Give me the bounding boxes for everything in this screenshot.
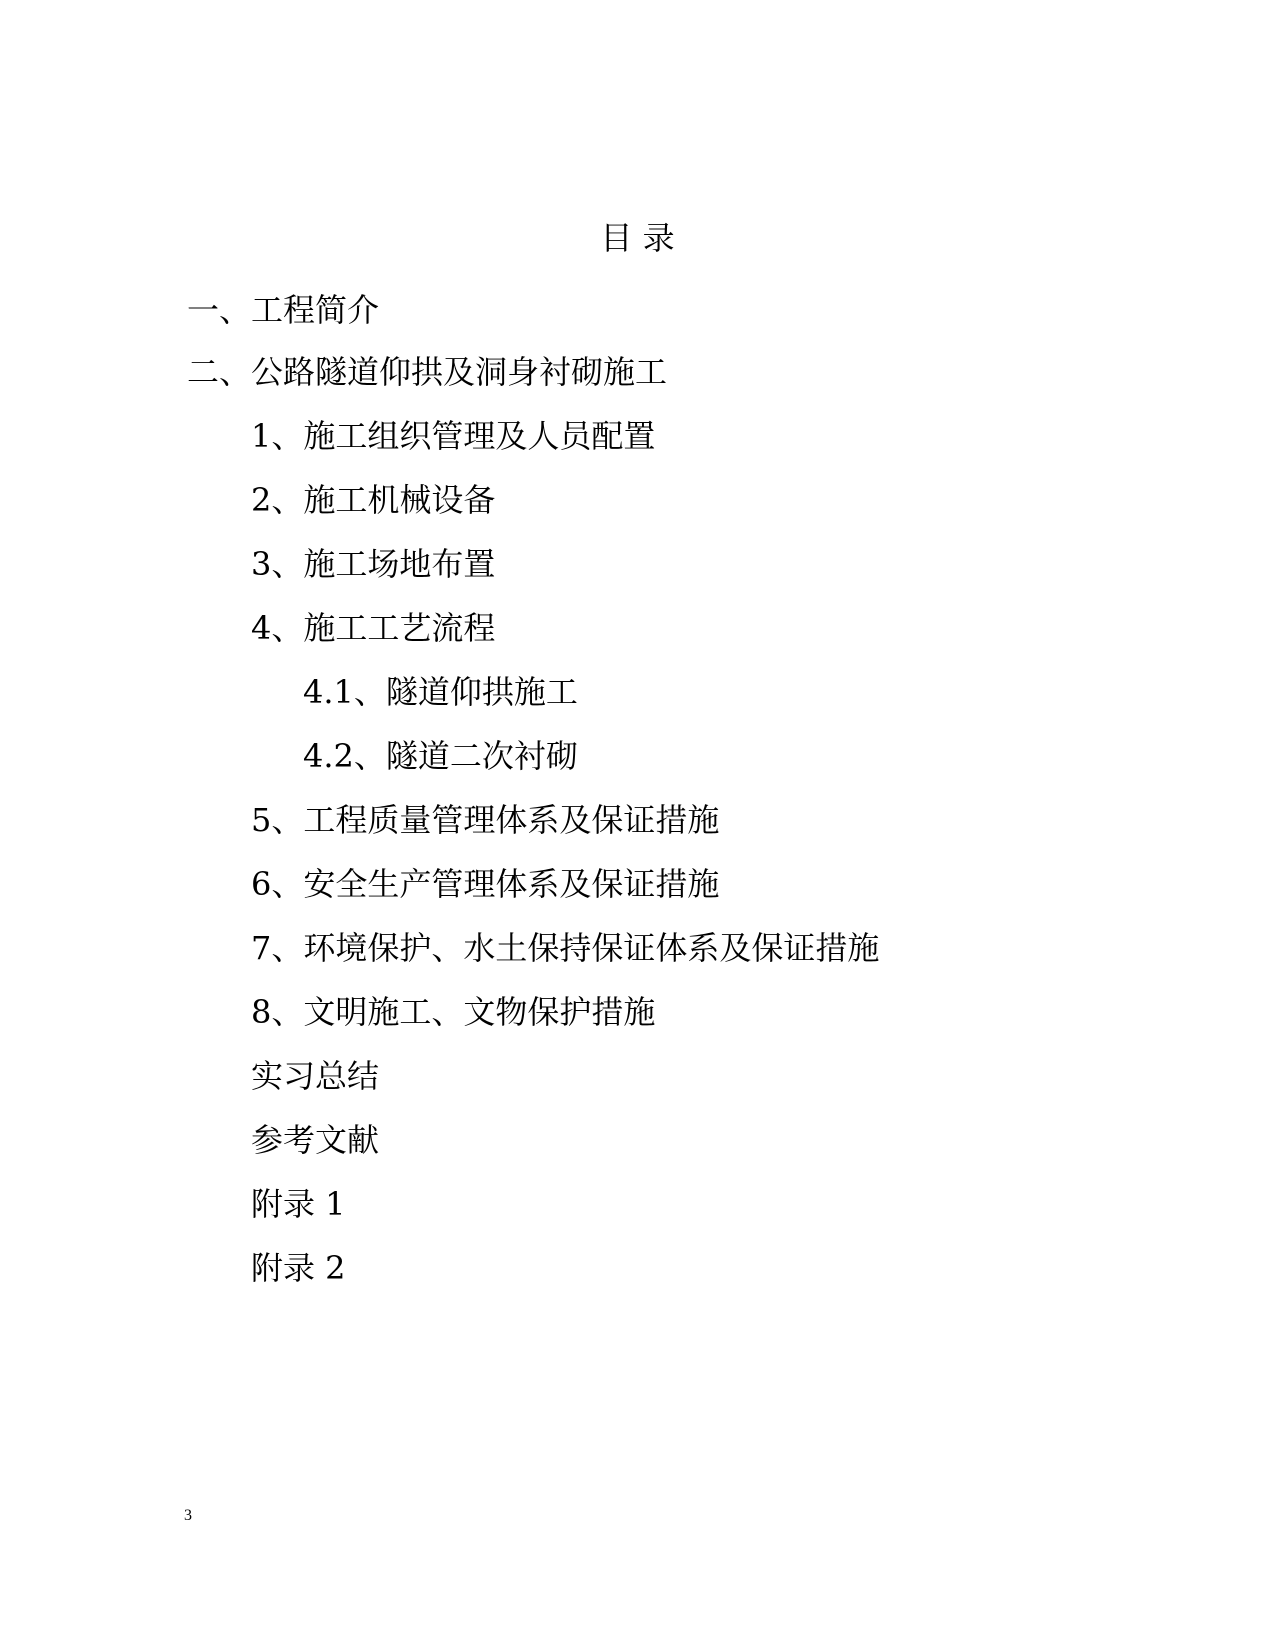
toc-entry: 附录 2 xyxy=(251,1249,346,1287)
toc-entry: 2、施工机械设备 xyxy=(251,481,496,519)
toc-entry: 6、安全生产管理体系及保证措施 xyxy=(251,865,720,903)
toc-entry: 一、工程简介 xyxy=(187,291,380,329)
toc-entry: 4.1、隧道仰拱施工 xyxy=(303,673,578,711)
toc-entry: 4、施工工艺流程 xyxy=(251,609,496,647)
toc-entry: 附录 1 xyxy=(251,1185,346,1223)
toc-entry: 1、施工组织管理及人员配置 xyxy=(251,417,656,455)
toc-entry: 实习总结 xyxy=(251,1057,380,1095)
toc-entry: 4.2、隧道二次衬砌 xyxy=(303,737,578,775)
toc-entry: 8、文明施工、文物保护措施 xyxy=(251,993,656,1031)
page-number: 3 xyxy=(184,1507,192,1524)
toc-entry: 二、公路隧道仰拱及洞身衬砌施工 xyxy=(187,353,668,391)
toc-entry: 5、工程质量管理体系及保证措施 xyxy=(251,801,720,839)
toc-entry: 参考文献 xyxy=(251,1121,380,1159)
toc-entry: 7、环境保护、水土保持保证体系及保证措施 xyxy=(251,929,880,967)
toc-entry: 3、施工场地布置 xyxy=(251,545,496,583)
toc-title: 目 录 xyxy=(600,219,675,257)
